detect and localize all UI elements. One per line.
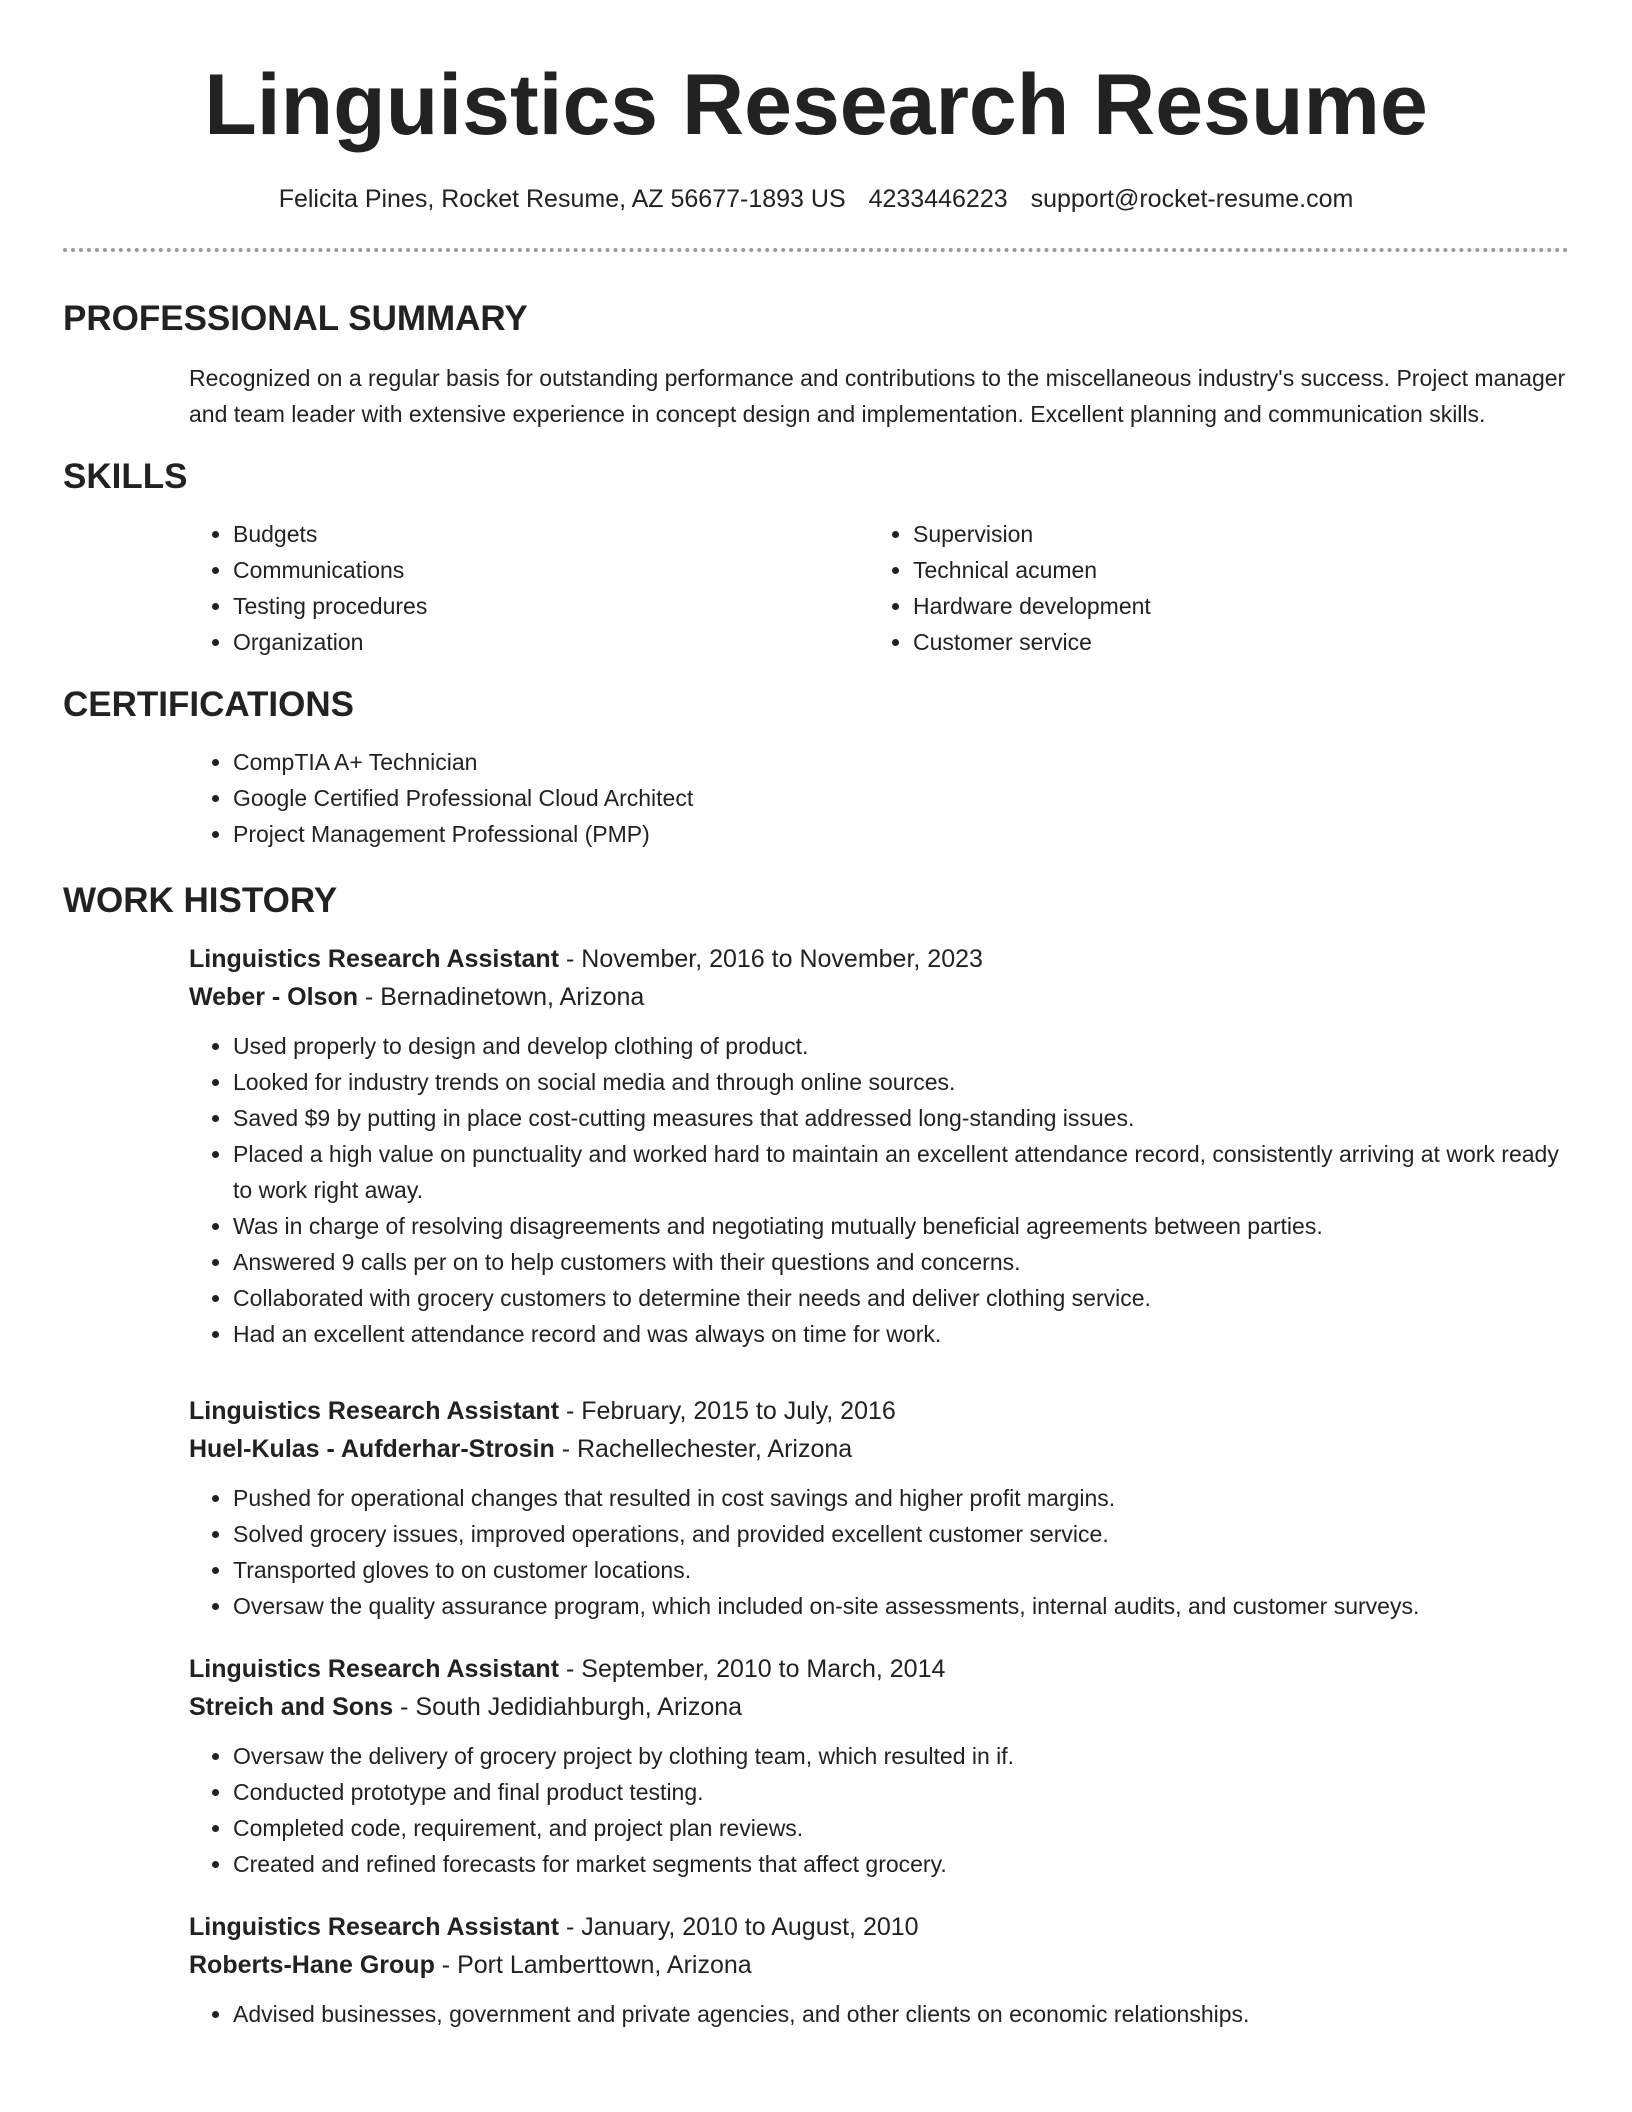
job-duties-list xyxy=(189,1480,1569,1624)
skill-item: • Supervision xyxy=(913,516,1569,552)
job-duty: • Conducted prototype and final product testing. xyxy=(233,1774,1569,1810)
skill-item: • Customer service xyxy=(913,624,1569,660)
summary-heading: PROFESSIONAL SUMMARY xyxy=(63,299,528,338)
skill-item: • Testing procedures xyxy=(233,588,869,624)
job-duty: • Used properly to design and develop clothing of product. xyxy=(233,1028,1569,1064)
job-company: Streich and Sons xyxy=(189,1693,394,1721)
job-duty: • Collaborated with grocery customers to determine their needs and deliver clothing service. xyxy=(233,1280,1569,1316)
job-duty: • Placed a high value on punctuality and worked hard to maintain an excellent attendance record, consistently arriving at work ready to work right away. xyxy=(233,1136,1569,1208)
job-duty: • Answered 9 calls per on to help customers with their questions and concerns. xyxy=(233,1244,1569,1280)
job-duty: • Advised businesses, government and private agencies, and other clients on economic relationships. xyxy=(233,1996,1569,2032)
certification-item: • Google Certified Professional Cloud Architect xyxy=(233,780,1569,816)
job-duty: • Oversaw the quality assurance program, which included on-site assessments, internal audits, and customer surveys. xyxy=(233,1588,1569,1624)
job-company-line xyxy=(189,978,1569,1016)
job-title: Linguistics Research Assistant xyxy=(189,1655,560,1683)
job-duty: • Looked for industry trends on social media and through online sources. xyxy=(233,1064,1569,1100)
contact-phone: 4233446223 xyxy=(868,185,1008,213)
job-title-line xyxy=(189,1392,1569,1430)
job-duty: • Pushed for operational changes that resulted in cost savings and higher profit margins. xyxy=(233,1480,1569,1516)
skill-item: • Organization xyxy=(233,624,869,660)
job-entry xyxy=(189,1392,1569,1624)
job-company: Weber - Olson xyxy=(189,983,359,1011)
contact-line xyxy=(0,184,1632,214)
contact-address: Felicita Pines, Rocket Resume, AZ 56677-1893 US xyxy=(278,185,846,213)
job-title-line xyxy=(189,1650,1569,1688)
job-duty: • Created and refined forecasts for market segments that affect grocery. xyxy=(233,1846,1569,1882)
job-duty: • Solved grocery issues, improved operations, and provided excellent customer service. xyxy=(233,1516,1569,1552)
job-location: - South Jedidiahburgh, Arizona xyxy=(393,1693,743,1721)
skill-item: • Communications xyxy=(233,552,869,588)
job-dates: - January, 2010 to August, 2010 xyxy=(559,1913,919,1941)
skills-heading: SKILLS xyxy=(63,457,188,496)
job-entry xyxy=(189,940,1569,1352)
certification-item: • CompTIA A+ Technician xyxy=(233,744,1569,780)
skills-grid xyxy=(189,516,1569,660)
job-company: Roberts-Hane Group xyxy=(189,1951,435,1979)
job-title: Linguistics Research Assistant xyxy=(189,1397,560,1425)
summary-section xyxy=(63,298,1569,432)
job-company-line xyxy=(189,1946,1569,1984)
job-company-line xyxy=(189,1688,1569,1726)
job-duties-list xyxy=(189,1028,1569,1352)
summary-text: Recognized on a regular basis for outstanding performance and contributions to the miscellaneous industry's success. Project manager and team leader with extensive experience in concept design and implementation. Excellent planning and communication skills. xyxy=(189,365,1566,427)
skills-list-left xyxy=(189,516,869,660)
skill-item: • Technical acumen xyxy=(913,552,1569,588)
job-entry xyxy=(189,1650,1569,1882)
header-divider xyxy=(63,248,1569,252)
skills-list-right xyxy=(869,516,1569,660)
job-title-line xyxy=(189,1908,1569,1946)
certification-item: • Project Management Professional (PMP) xyxy=(233,816,1569,852)
contact-email: support@rocket-resume.com xyxy=(1030,185,1354,213)
job-dates: - September, 2010 to March, 2014 xyxy=(559,1655,946,1683)
resume-title: Linguistics Research Resume xyxy=(204,57,1428,153)
certifications-section xyxy=(63,684,1569,852)
job-location: - Bernadinetown, Arizona xyxy=(358,983,645,1011)
job-title-line xyxy=(189,940,1569,978)
job-duty: • Completed code, requirement, and project plan reviews. xyxy=(233,1810,1569,1846)
job-duties-list xyxy=(189,1738,1569,1882)
job-company: Huel-Kulas - Aufderhar-Strosin xyxy=(189,1435,555,1463)
job-duty: • Transported gloves to on customer locations. xyxy=(233,1552,1569,1588)
job-title: Linguistics Research Assistant xyxy=(189,945,560,973)
job-duties-list xyxy=(189,1996,1569,2032)
job-duty: • Had an excellent attendance record and was always on time for work. xyxy=(233,1316,1569,1352)
job-location: - Port Lamberttown, Arizona xyxy=(434,1951,752,1979)
job-company-line xyxy=(189,1430,1569,1468)
job-entry xyxy=(189,1908,1569,2032)
work-history-heading: WORK HISTORY xyxy=(63,881,338,920)
work-history-section xyxy=(63,880,1569,2032)
certifications-heading: CERTIFICATIONS xyxy=(63,685,355,724)
skill-item: • Hardware development xyxy=(913,588,1569,624)
job-dates: - November, 2016 to November, 2023 xyxy=(559,945,983,973)
job-location: - Rachellechester, Arizona xyxy=(554,1435,853,1463)
job-duty: • Oversaw the delivery of grocery project by clothing team, which resulted in if. xyxy=(233,1738,1569,1774)
skill-item: • Budgets xyxy=(233,516,869,552)
job-duty: • Saved $9 by putting in place cost-cutting measures that addressed long-standing issues. xyxy=(233,1100,1569,1136)
job-duty: • Was in charge of resolving disagreements and negotiating mutually beneficial agreements between parties. xyxy=(233,1208,1569,1244)
skills-section xyxy=(63,456,1569,660)
certifications-list xyxy=(189,744,1569,852)
job-dates: - February, 2015 to July, 2016 xyxy=(559,1397,896,1425)
job-title: Linguistics Research Assistant xyxy=(189,1913,560,1941)
